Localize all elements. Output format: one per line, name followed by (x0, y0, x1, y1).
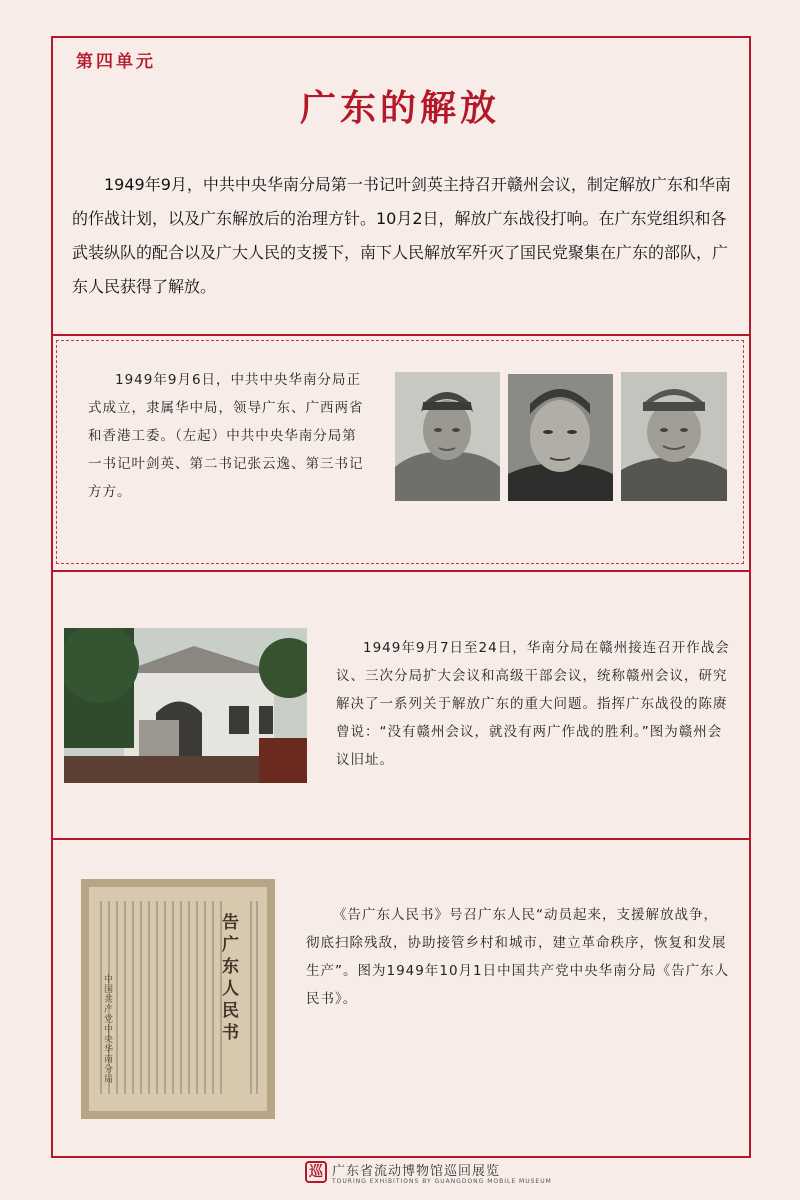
portrait-fang-fang (621, 372, 727, 501)
footer-org-name: 广东省流动博物馆巡回展览 (332, 1164, 501, 1179)
portrait-zhang-yunyi (508, 374, 613, 501)
ganzhou-meeting-site-photo (64, 628, 307, 783)
section-1-caption: 1949年9月6日，中共中央华南分局正式成立，隶属华中局，领导广东、广西两省和香港工委。（左起）中共中央华南分局第一书记叶剑英、第二书记张云逸、第三书记方方。 (88, 372, 364, 500)
section-3-caption: 《告广东人民书》号召广东人民“动员起来，支援解放战争，彻底扫除残敌，协助接管乡村和城市，建立革命秩序，恢复和发展生产”。图为1949年10月1日中国共产党中央华南分局《告广东人民书》。 (306, 907, 730, 1007)
proclamation-document-signature: 中国共产党中央华南分局 (104, 975, 114, 1085)
footer-org-name-en: TOURING EXHIBITIONS BY GUANGDONG MOBILE MUSEUM (332, 1178, 552, 1185)
proclamation-document-title: 告广东人民书 (222, 913, 239, 1043)
unit-label: 第四单元 (76, 52, 156, 72)
museum-logo-icon: 巡 (305, 1161, 327, 1183)
portrait-ye-jianying (395, 372, 500, 501)
intro-paragraph: 1949年9月，中共中央华南分局第一书记叶剑英主持召开赣州会议，制定解放广东和华南的作战计划，以及广东解放后的治理方针。10月2日，解放广东战役打响。在广东党组织和各武装纵队的配合以及广大人民的支援下，南下人民解放军歼灭了国民党聚集在广东的部队，广东人民获得了解放。 (72, 175, 731, 296)
section-2-caption: 1949年9月7日至24日，华南分局在赣州接连召开作战会议、三次分局扩大会议和高级干部会议，统称赣州会议，研究解决了一系列关于解放广东的重大问题。指挥广东战役的陈赓曾说：“没有赣州会议，就没有两广作战的胜利。”图为赣州会议旧址。 (336, 640, 730, 768)
page-title: 广东的解放 (299, 88, 500, 129)
